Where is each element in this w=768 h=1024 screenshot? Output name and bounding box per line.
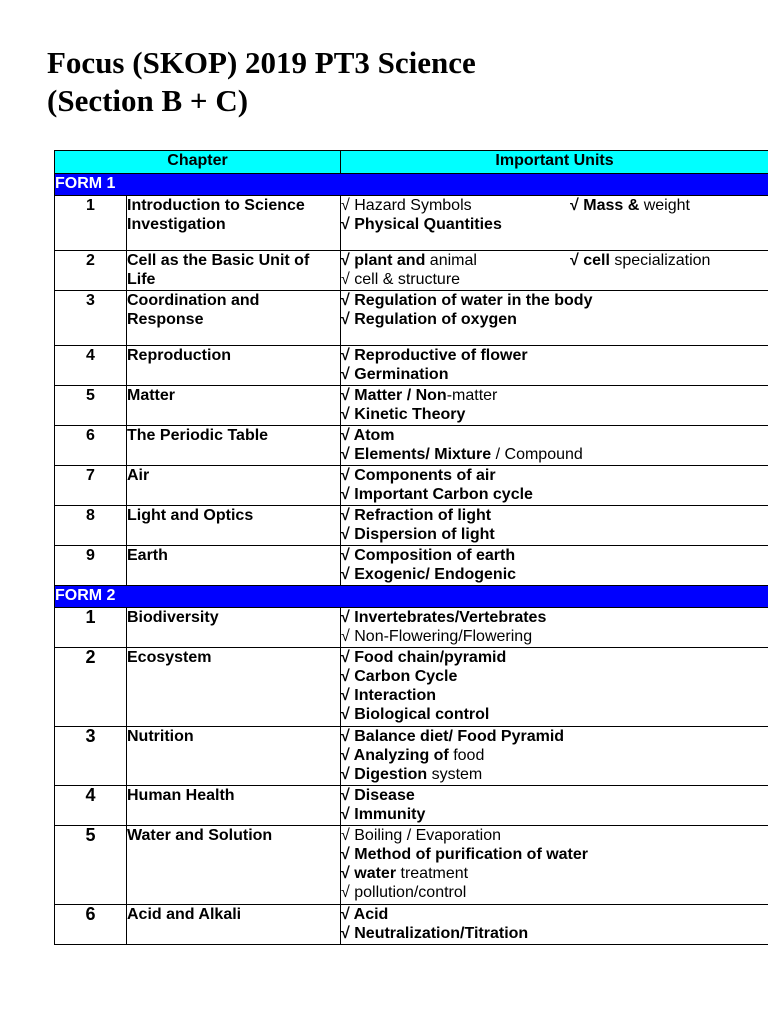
table-body (55, 174, 768, 945)
chapter-name: Human Health (127, 786, 341, 826)
chapter-name: Light and Optics (127, 506, 341, 546)
chapter-name: Cell as the Basic Unit of Life (127, 251, 341, 291)
chapter-name: Matter (127, 386, 341, 426)
title-line-1: Focus (SKOP) 2019 PT3 Science (47, 45, 476, 80)
unit-text-part: √ Matter / Non (341, 387, 447, 404)
chapter-number: 1 (55, 608, 127, 648)
unit-line (341, 426, 768, 445)
table-row (55, 466, 768, 506)
unit-line (341, 485, 768, 504)
chapter-name: Water and Solution (127, 826, 341, 905)
unit-text-part: √ Acid (341, 906, 389, 923)
unit-text-part: √ Physical Quantities (341, 216, 502, 233)
unit-line (341, 765, 768, 784)
form2-label: FORM 2 (55, 586, 768, 608)
form1-section-row (55, 174, 768, 196)
table-row (55, 648, 768, 727)
unit-text-part: √ Mass & (570, 197, 640, 214)
chapter-number: 5 (55, 386, 127, 426)
chapter-name: Ecosystem (127, 648, 341, 727)
important-units-cell (341, 196, 768, 251)
important-units-cell (341, 251, 768, 291)
unit-left (341, 251, 570, 270)
important-units-cell (341, 648, 768, 727)
unit-text-part: √ Immunity (341, 806, 426, 823)
chapter-name: Coordination and Response (127, 291, 341, 346)
chapter-number: 9 (55, 546, 127, 586)
chapter-number: 6 (55, 426, 127, 466)
unit-line (341, 525, 768, 544)
unit-text-part: √ water (341, 865, 397, 882)
table-row (55, 251, 768, 291)
page-title (47, 44, 476, 120)
unit-text-part: √ Interaction (341, 687, 437, 704)
unit-text-part: √ Components of air (341, 467, 496, 484)
chapter-number: 6 (55, 905, 127, 945)
unit-line (341, 883, 768, 902)
unit-line (341, 705, 768, 724)
chapter-name: Air (127, 466, 341, 506)
unit-line (341, 405, 768, 424)
unit-text-part: √ Invertebrates/Vertebrates (341, 609, 547, 626)
unit-line (341, 905, 768, 924)
unit-text-part: √ Composition of earth (341, 547, 516, 564)
important-units-cell (341, 386, 768, 426)
unit-text-part: √ Digestion (341, 766, 428, 783)
table-row (55, 291, 768, 346)
chapter-number: 8 (55, 506, 127, 546)
unit-line (341, 565, 768, 584)
unit-line (341, 546, 768, 565)
unit-line (341, 215, 768, 234)
important-units-cell (341, 426, 768, 466)
unit-text-part: √ Biological control (341, 706, 490, 723)
important-units-cell (341, 786, 768, 826)
unit-line (341, 196, 768, 215)
unit-text-part: √ plant and (341, 252, 426, 269)
unit-right (570, 196, 690, 215)
unit-text-part: √ Dispersion of light (341, 526, 495, 543)
unit-text-part: √ Neutralization/Titration (341, 925, 529, 942)
chapter-number: 4 (55, 346, 127, 386)
unit-text-part: √ Regulation of water in the body (341, 292, 593, 309)
important-units-cell (341, 727, 768, 786)
important-units-cell (341, 608, 768, 648)
chapter-name: Introduction to Science Investigation (127, 196, 341, 251)
chapter-number: 5 (55, 826, 127, 905)
unit-line (341, 386, 768, 405)
form2-section-row (55, 586, 768, 608)
table-row (55, 346, 768, 386)
chapter-name: Nutrition (127, 727, 341, 786)
table-row (55, 826, 768, 905)
unit-text-part: √ Hazard Symbols (341, 197, 472, 214)
chapter-number: 3 (55, 291, 127, 346)
table-row (55, 506, 768, 546)
chapter-number: 4 (55, 786, 127, 826)
header-important-units: Important Units (341, 151, 768, 174)
unit-text-part: specialization (609, 252, 711, 269)
form1-label: FORM 1 (55, 174, 768, 196)
chapter-number: 3 (55, 727, 127, 786)
unit-text-part: treatment (396, 865, 469, 882)
chapter-number: 2 (55, 251, 127, 291)
chapter-name: Biodiversity (127, 608, 341, 648)
unit-text-part: √ pollution/control (341, 884, 467, 901)
unit-text-part: √ Kinetic Theory (341, 406, 466, 423)
table-row (55, 426, 768, 466)
unit-text-part: √ Germination (341, 366, 449, 383)
unit-text-part: √ Elements/ Mixture (341, 446, 492, 463)
table-header-row (55, 151, 768, 174)
table-row (55, 546, 768, 586)
important-units-cell (341, 546, 768, 586)
important-units-cell (341, 506, 768, 546)
unit-text-part: -matter (446, 387, 498, 404)
unit-text-part: √ Food chain/pyramid (341, 649, 507, 666)
chapter-name: Reproduction (127, 346, 341, 386)
unit-text-part: √ Refraction of light (341, 507, 492, 524)
important-units-cell (341, 346, 768, 386)
table-row (55, 196, 768, 251)
unit-line (341, 310, 768, 329)
unit-text-part: √ Disease (341, 787, 415, 804)
table-row (55, 786, 768, 826)
unit-line (341, 826, 768, 845)
unit-text-part: √ cell (570, 252, 610, 269)
chapter-number: 2 (55, 648, 127, 727)
unit-line (341, 270, 768, 289)
chapter-name: The Periodic Table (127, 426, 341, 466)
unit-text-part: √ Exogenic/ Endogenic (341, 566, 517, 583)
unit-line (341, 251, 768, 270)
unit-line (341, 445, 768, 464)
unit-text-part: √ Method of purification of water (341, 846, 589, 863)
important-units-cell (341, 905, 768, 945)
unit-text-part: √ Boiling / Evaporation (341, 827, 501, 844)
unit-text-part: √ Balance diet/ Food Pyramid (341, 728, 565, 745)
chapter-number: 7 (55, 466, 127, 506)
unit-right (570, 251, 710, 270)
important-units-table (54, 150, 768, 945)
unit-line (341, 805, 768, 824)
table-row (55, 727, 768, 786)
unit-line (341, 365, 768, 384)
unit-text-part: √ cell & structure (341, 271, 461, 288)
unit-text-part: weight (639, 197, 690, 214)
unit-line (341, 686, 768, 705)
table-row (55, 386, 768, 426)
unit-text-part: √ Non-Flowering/Flowering (341, 628, 533, 645)
important-units-cell (341, 466, 768, 506)
unit-line (341, 648, 768, 667)
unit-text-part: √ Regulation of oxygen (341, 311, 517, 328)
unit-text-part: √ Carbon Cycle (341, 668, 458, 685)
header-chapter: Chapter (55, 151, 341, 174)
unit-line (341, 608, 768, 627)
unit-text-part: system (427, 766, 483, 783)
unit-text-part: √ Reproductive of flower (341, 347, 528, 364)
unit-left (341, 196, 570, 215)
unit-line (341, 864, 768, 883)
title-line-2: (Section B + C) (47, 83, 249, 118)
unit-text-part: √ Atom (341, 427, 395, 444)
unit-line (341, 506, 768, 525)
important-units-cell (341, 291, 768, 346)
unit-text-part: √ Analyzing of (341, 747, 449, 764)
table-row (55, 905, 768, 945)
unit-line (341, 346, 768, 365)
chapter-name: Acid and Alkali (127, 905, 341, 945)
unit-line (341, 746, 768, 765)
table-row (55, 608, 768, 648)
important-units-cell (341, 826, 768, 905)
unit-line (341, 845, 768, 864)
chapter-name: Earth (127, 546, 341, 586)
unit-line (341, 727, 768, 746)
unit-line (341, 786, 768, 805)
unit-line (341, 291, 768, 310)
unit-line (341, 667, 768, 686)
unit-line (341, 924, 768, 943)
chapter-number: 1 (55, 196, 127, 251)
unit-line (341, 627, 768, 646)
unit-text-part: √ Important Carbon cycle (341, 486, 533, 503)
unit-text-part: animal (425, 252, 477, 269)
unit-text-part: food (448, 747, 485, 764)
unit-line (341, 466, 768, 485)
unit-text-part: / Compound (491, 446, 583, 463)
